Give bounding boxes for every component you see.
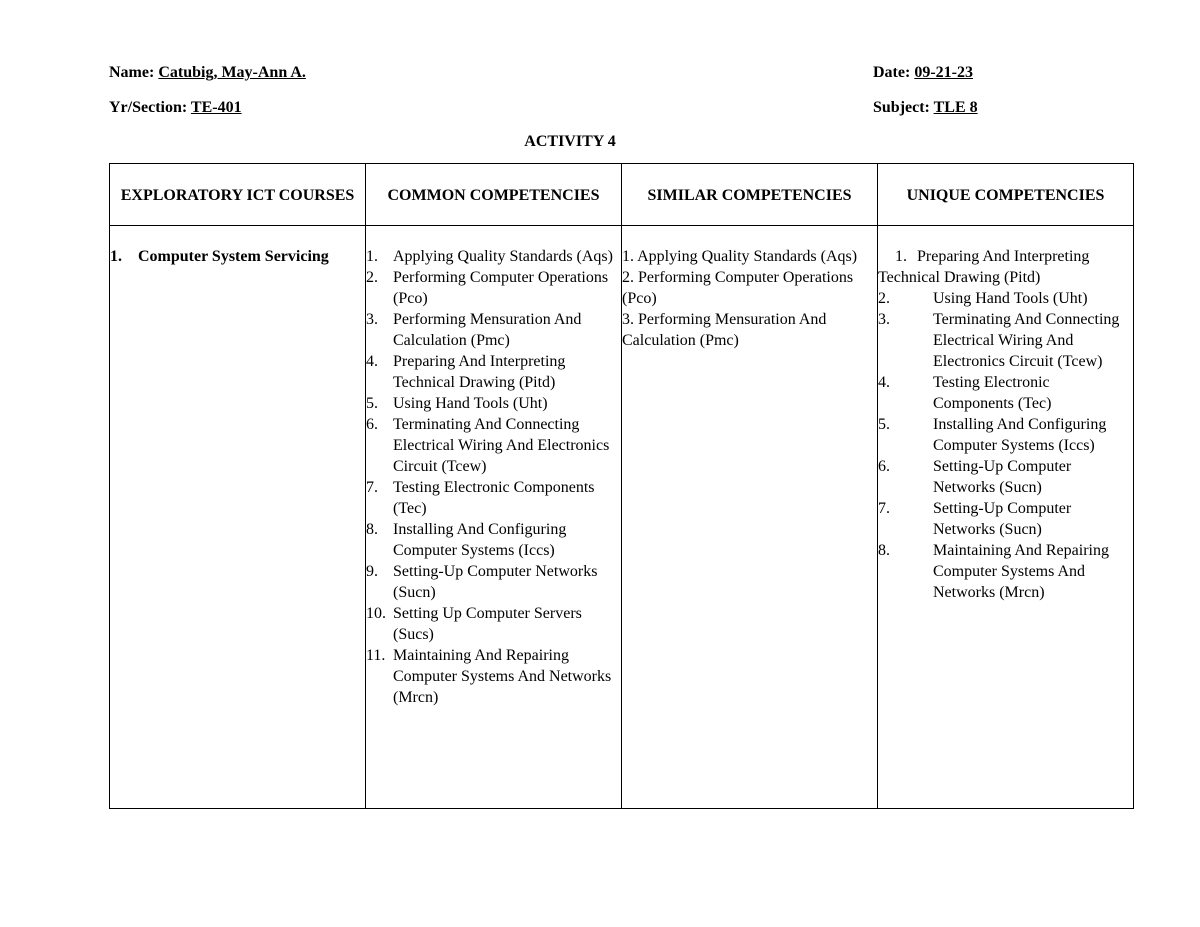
list-item-number: 3. xyxy=(366,311,378,328)
table-row xyxy=(110,226,1134,809)
list-item-text: Preparing And Interpreting Technical Drawing (Pitd) xyxy=(393,353,566,391)
list-item xyxy=(366,267,621,309)
list-item xyxy=(878,540,1133,603)
subject-label: Subject: xyxy=(873,99,930,116)
list-item-text: Testing Electronic Components (Tec) xyxy=(933,374,1052,412)
list-item xyxy=(878,498,1133,540)
header-similar-competencies: SIMILAR COMPETENCIES xyxy=(622,164,878,226)
list-item xyxy=(366,246,621,267)
date-value: 09-21-23 xyxy=(914,64,973,81)
list-item-number: 2. xyxy=(878,290,890,307)
table-header-row xyxy=(110,164,1134,226)
subject-value: TLE 8 xyxy=(933,99,978,116)
list-item-number: 1. xyxy=(110,248,122,265)
list-item xyxy=(622,246,877,267)
list-item xyxy=(366,519,621,561)
list-item-text: Setting-Up Computer Networks (Sucn) xyxy=(933,500,1072,538)
list-item xyxy=(366,414,621,477)
activity-date xyxy=(873,62,973,83)
unique-list xyxy=(878,246,1133,603)
common-cell xyxy=(366,226,622,809)
list-item-number: 6. xyxy=(366,416,378,433)
list-item-text: Installing And Configuring Computer Systems (Iccs) xyxy=(393,521,567,559)
student-name xyxy=(109,62,306,83)
list-item-text: Maintaining And Repairing Computer Systems And Networks (Mrcn) xyxy=(393,647,612,706)
year-section xyxy=(109,97,242,118)
subject xyxy=(873,97,978,118)
common-list xyxy=(366,246,621,708)
unique-cell xyxy=(878,226,1134,809)
list-item-text: Terminating And Connecting Electrical Wiring And Electronics Circuit (Tcew) xyxy=(933,311,1120,370)
list-item xyxy=(366,309,621,351)
list-item xyxy=(878,414,1133,456)
list-item xyxy=(878,309,1133,372)
section-label: Yr/Section: xyxy=(109,99,188,116)
list-item xyxy=(878,456,1133,498)
list-item-number: 4. xyxy=(878,374,890,391)
list-item-text: 2. Performing Computer Operations (Pco) xyxy=(622,269,854,307)
list-item xyxy=(622,309,877,351)
list-item-text: Setting-Up Computer Networks (Sucn) xyxy=(933,458,1072,496)
list-item-number: 1. xyxy=(366,248,378,265)
list-item-text: Applying Quality Standards (Aqs) xyxy=(393,248,613,265)
list-item xyxy=(878,372,1133,414)
courses-cell xyxy=(110,226,366,809)
list-item-text: Setting-Up Computer Networks (Sucn) xyxy=(393,563,598,601)
list-item-text: Maintaining And Repairing Computer Systems And Networks (Mrcn) xyxy=(933,542,1109,601)
courses-list xyxy=(110,246,365,267)
date-label: Date: xyxy=(873,64,911,81)
list-item-number: 5. xyxy=(878,416,890,433)
competencies-table xyxy=(109,163,1134,809)
section-value: TE-401 xyxy=(190,99,242,116)
list-item xyxy=(366,603,621,645)
list-item xyxy=(878,246,1133,288)
list-item-number: 1. xyxy=(895,248,907,265)
list-item-text: Testing Electronic Components (Tec) xyxy=(393,479,595,517)
name-label: Name: xyxy=(109,64,155,81)
list-item-text: Performing Mensuration And Calculation (Pmc) xyxy=(393,311,582,349)
list-item-number: 5. xyxy=(366,395,378,412)
list-item-number: 4. xyxy=(366,353,378,370)
list-item-number: 6. xyxy=(878,458,890,475)
header-exploratory-courses: EXPLORATORY ICT COURSES xyxy=(110,164,366,226)
list-item-number: 10. xyxy=(366,605,386,622)
list-item-text: Performing Computer Operations (Pco) xyxy=(393,269,609,307)
list-item xyxy=(366,561,621,603)
similar-list xyxy=(622,246,877,351)
list-item xyxy=(110,246,365,267)
list-item-number: 2. xyxy=(366,269,378,286)
list-item xyxy=(622,267,877,309)
list-item-text: 1. Applying Quality Standards (Aqs) xyxy=(622,248,858,265)
list-item-text: Preparing And Interpreting Technical Drawing (Pitd) xyxy=(878,248,1090,286)
list-item-number: 8. xyxy=(366,521,378,538)
list-item-text: 3. Performing Mensuration And Calculation (Pmc) xyxy=(622,311,827,349)
list-item-text: Installing And Configuring Computer Systems (Iccs) xyxy=(933,416,1107,454)
list-item-text: Using Hand Tools (Uht) xyxy=(393,395,548,412)
list-item xyxy=(366,393,621,414)
list-item-number: 7. xyxy=(878,500,890,517)
list-item-text: Terminating And Connecting Electrical Wiring And Electronics Circuit (Tcew) xyxy=(393,416,610,475)
list-item xyxy=(366,477,621,519)
header-unique-competencies: UNIQUE COMPETENCIES xyxy=(878,164,1134,226)
name-value: Catubig, May-Ann A. xyxy=(158,64,306,81)
list-item xyxy=(878,288,1133,309)
header-common-competencies: COMMON COMPETENCIES xyxy=(366,164,622,226)
list-item-number: 8. xyxy=(878,542,890,559)
list-item-number: 7. xyxy=(366,479,378,496)
list-item-text: Setting Up Computer Servers (Sucs) xyxy=(393,605,582,643)
list-item-number: 9. xyxy=(366,563,378,580)
list-item-number: 3. xyxy=(878,311,890,328)
activity-title: ACTIVITY 4 xyxy=(524,133,616,150)
similar-cell xyxy=(622,226,878,809)
list-item-number: 11. xyxy=(366,647,386,664)
list-item-text: Computer System Servicing xyxy=(138,248,329,265)
list-item xyxy=(366,351,621,393)
list-item-text: Using Hand Tools (Uht) xyxy=(933,290,1088,307)
list-item xyxy=(366,645,621,708)
